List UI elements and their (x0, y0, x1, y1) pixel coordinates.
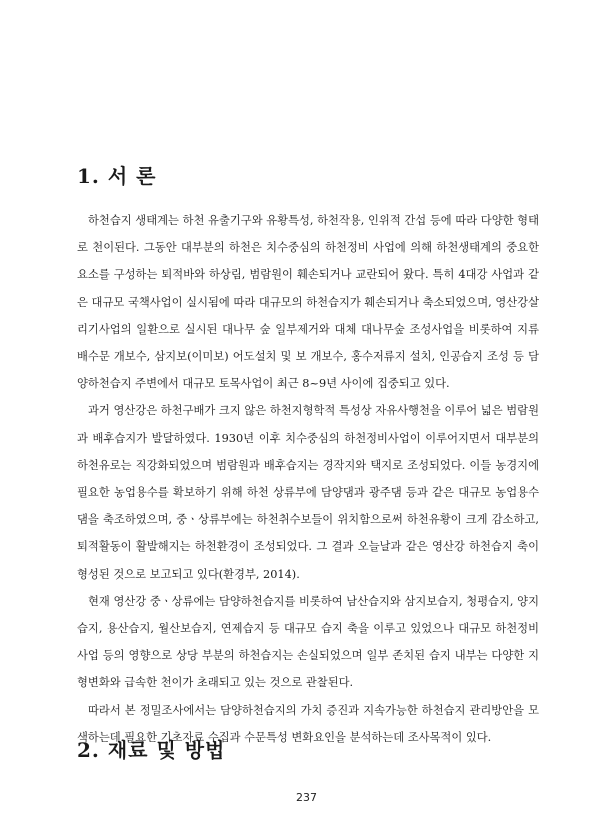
paragraph-1: 하천습지 생태계는 하천 유출기구와 유황특성, 하천작용, 인위적 간섭 등에 따라 다양한 형태로 천이된다. 그동안 대부분의 하천은 치수중심의 하천정비 사업에 의해 하천생태계의 중요한 요소를 구성하는 퇴적바와 하상림, 범람원이 훼손되거나 교란되어 왔다. 특히 4대강 사업과 같은 대규모 국책사업이 실시됨에 따라 대규모의 하천습지가 훼손되거나 축소되었으며, 영산강살리기사업의 일환으로 실시된 대나무 숲 일부제거와 대체 대나무숲 조성사업을 비롯하여 지류 배수문 개보수, 삼지보(이미보) 어도설치 및 보 개보수, 홍수저류지 설치, 인공습지 조성 등 담양하천습지 주변에서 대규모 토목사업이 최근 8~9년 사이에 집중되고 있다. (77, 214, 539, 391)
page-number: 237 (296, 791, 317, 804)
paragraph-3: 현재 영산강 중ㆍ상류에는 담양하천습지를 비롯하여 남산습지와 삼지보습지, 청평습지, 양지습지, 용산습지, 월산보습지, 연제습지 등 대규모 습지 축을 이루고 있었으나 대규모 하천정비사업 등의 영향으로 상당 부분의 하천습지는 손실되었으며 일부 존치된 습지 내부는 다양한 지형변화와 급속한 천이가 초래되고 있는 것으로 관찰된다. (77, 594, 539, 690)
section-heading-materials-methods: 2. 재료 및 방법 (77, 738, 226, 762)
paragraph-2: 과거 영산강은 하천구배가 크지 않은 하천지형학적 특성상 자유사행천을 이루어 넓은 범람원과 배후습지가 발달하였다. 1930년 이후 치수중심의 하천정비사업이 이루어지면서 대부분의 하천유로는 직강화되었으며 범람원과 배후습지는 경작지와 택지로 조성되었다. 이들 농경지에 필요한 농업용수를 확보하기 위해 하천 상류부에 담양댐과 광주댐 등과 같은 대규모 농업용수댐을 축조하였으며, 중ㆍ상류부에는 하천취수보들이 위치함으로써 하천유황이 크게 감소하고, 퇴적활동이 활발해지는 하천환경이 조성되었다. 그 결과 오늘날과 같은 영산강 하천습지 축이 형성된 것으로 보고되고 있다(환경부, 2014). (77, 404, 539, 581)
section-heading-introduction: 1. 서 론 (77, 164, 157, 188)
paragraph-4: 따라서 본 정밀조사에서는 담양하천습지의 가치 증진과 지속가능한 하천습지 관리방안을 모색하는데 필요한 기초자료 수집과 수문특성 변화요인을 분석하는데 조사목적이 있다. (77, 703, 539, 744)
introduction-body (77, 207, 539, 751)
